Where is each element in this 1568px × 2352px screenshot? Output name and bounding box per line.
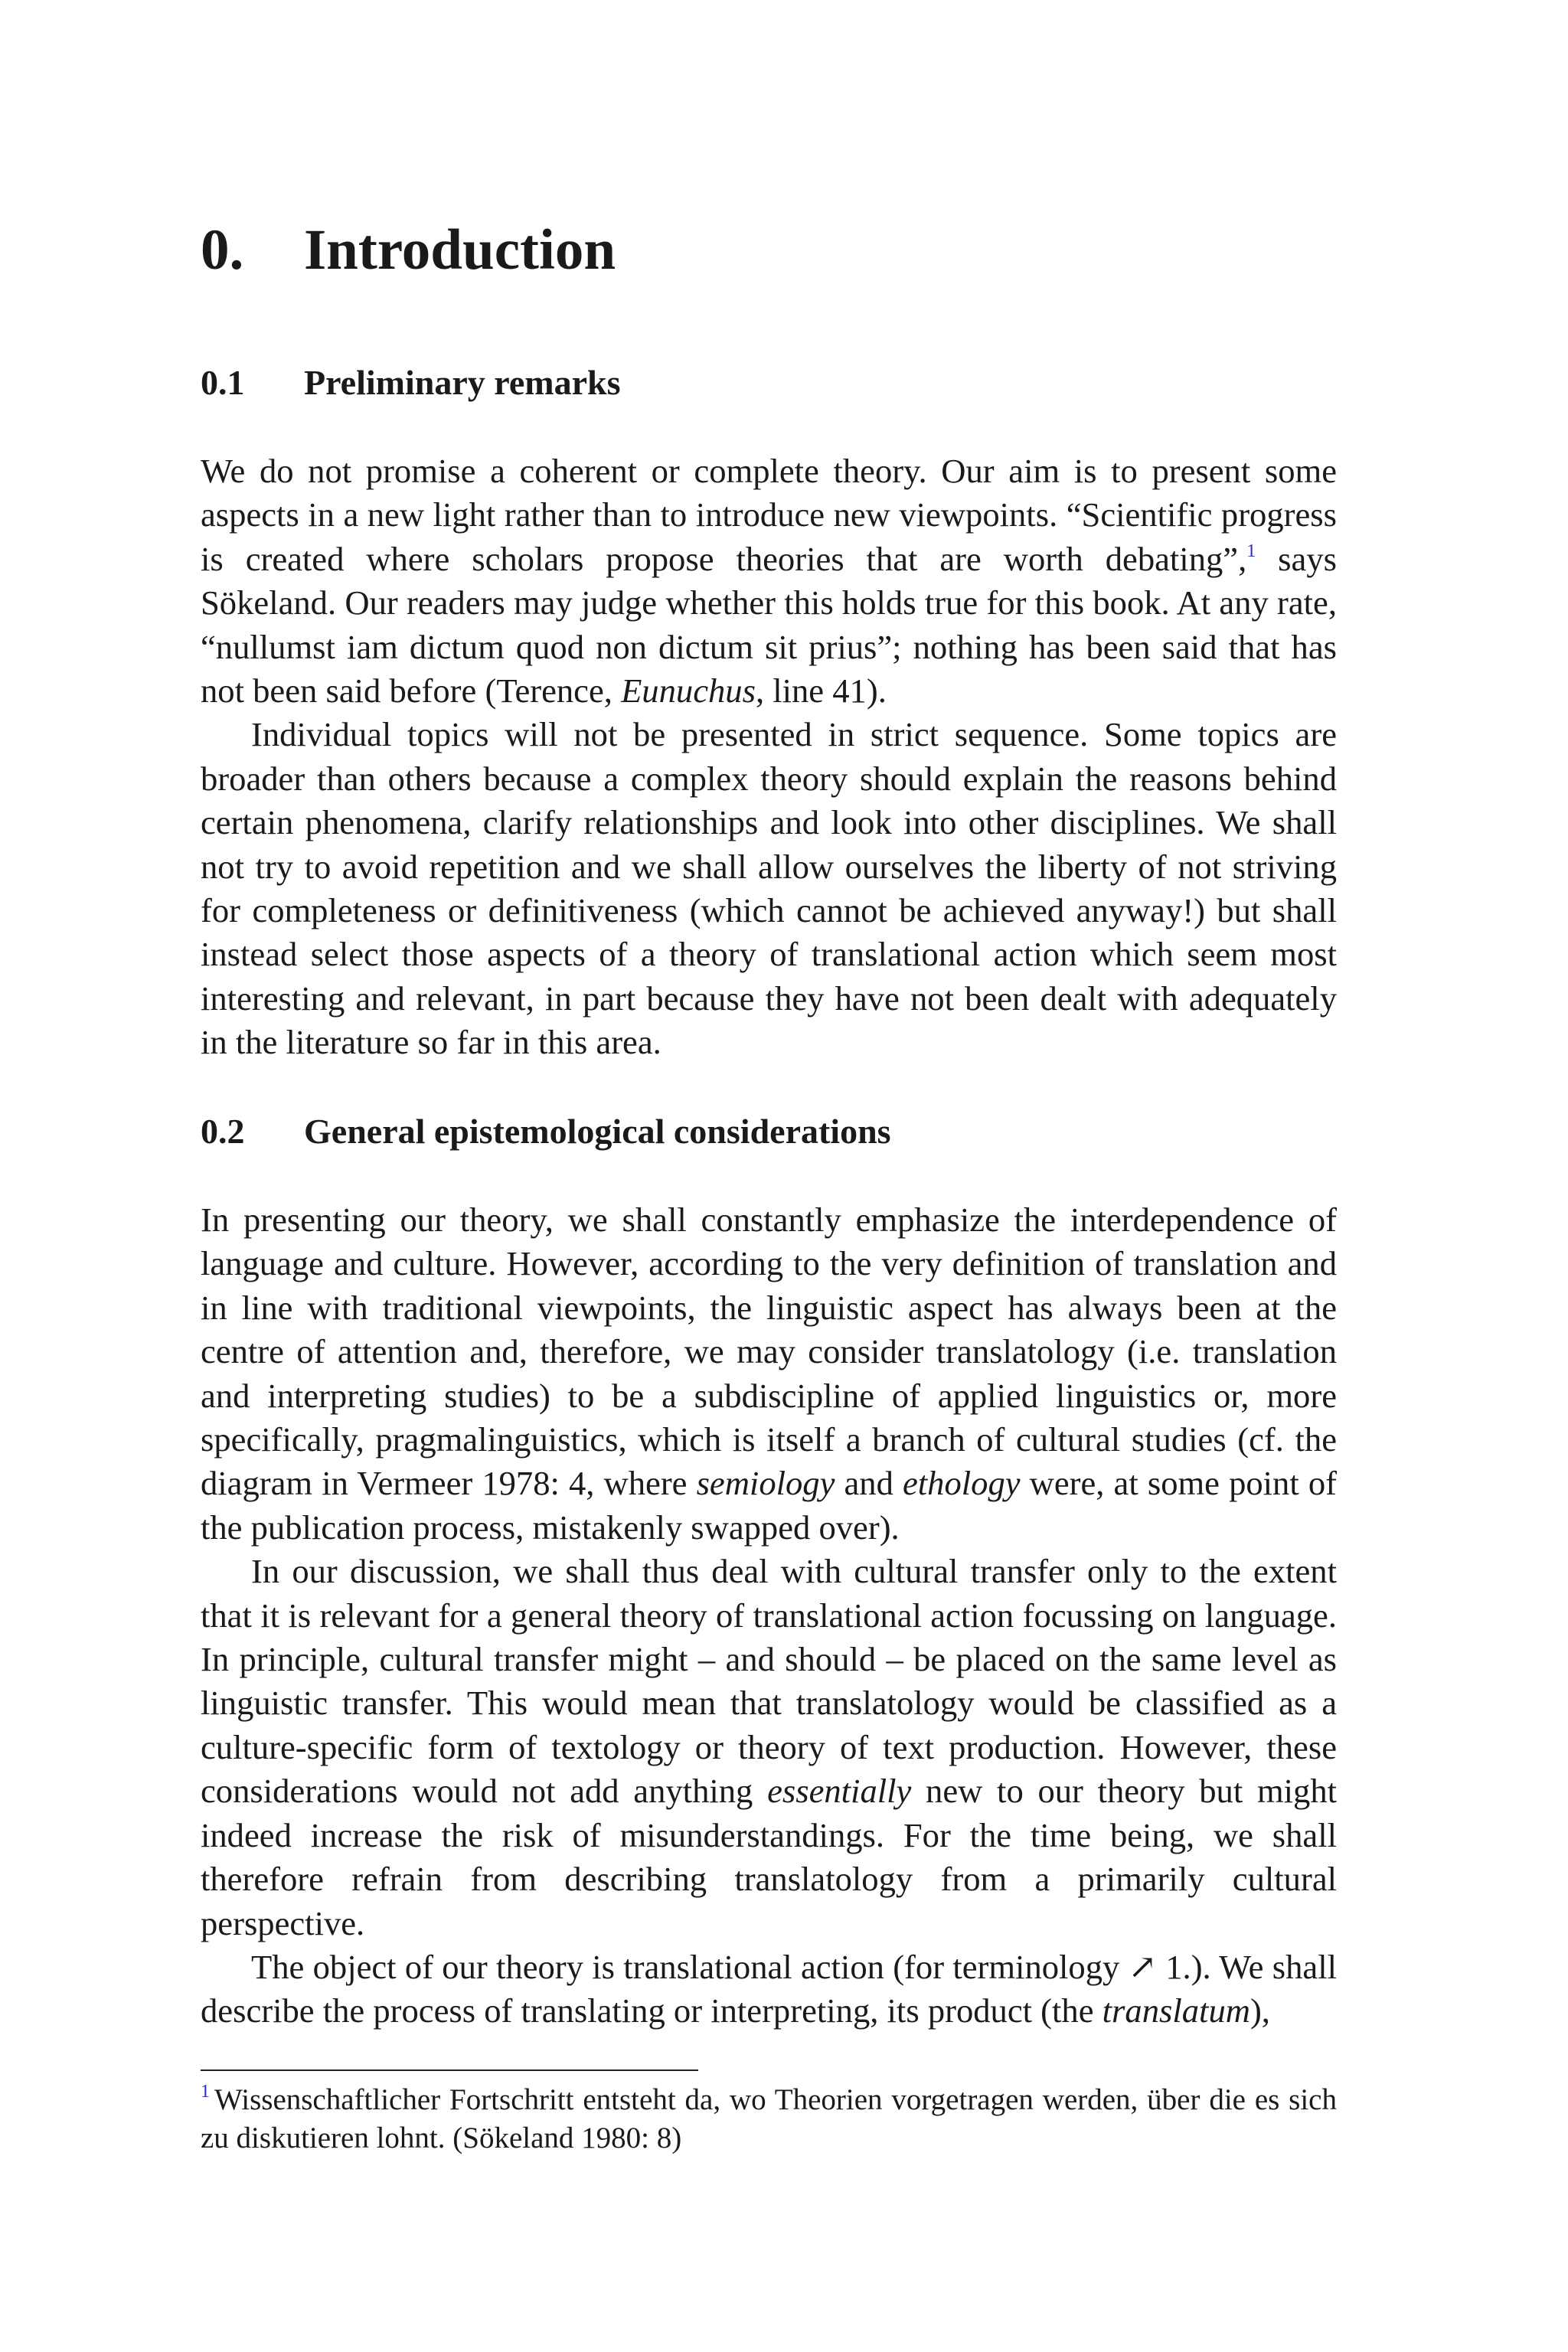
text-run: were, at some point of the publication process, mistakenly swapped over). (201, 1464, 1337, 1547)
section-title: Preliminary remarks (304, 363, 621, 402)
footnote-divider (201, 2069, 698, 2071)
text-run: ), (1250, 1991, 1270, 2030)
footnote (201, 2081, 1337, 2158)
text-run: We do not promise a coherent or complete theory. Our aim is to present some aspects in a new light rather than to introduce new viewpoints. “Scientific progress is created where scholars propose theories that are worth debating”, (201, 452, 1337, 578)
text-run: and (835, 1464, 903, 1503)
italic-term: essentially (767, 1772, 912, 1811)
text-run: In our discussion, we shall thus deal with cultural transfer only to the extent that it is relevant for a general theory of translational action focussing on language. In principle, cultural transfer might – and should – be placed on the same level as linguistic transfer. This would mean that translatology would be classified as a culture-specific form of textology or theory of text production. However, these considerations would not add anything (201, 1552, 1337, 1811)
chapter-heading (201, 216, 616, 285)
paragraph (201, 449, 1337, 713)
section-0-2-body (201, 1198, 1337, 2034)
italic-term: ethology (903, 1464, 1021, 1503)
italic-title: Eunuchus (621, 671, 756, 710)
section-number: 0.1 (201, 363, 245, 402)
paragraph: Individual topics will not be presented in strict sequence. Some topics are broader than others because a complex theory should explain the reasons behind certain phenomena, clarify relationships and look into other disciplines. We shall not try to avoid repetition and we shall allow ourselves the liberty of not striving for completeness or definitiveness (which cannot be achieved anyway!) but shall instead select those aspects of a theory of translational action which seem most interesting and relevant, in part because they have not been dealt with adequately in the literature so far in this area. (201, 715, 1337, 1062)
chapter-title: Introduction (304, 218, 616, 282)
section-title: General epistemological considerations (304, 1112, 891, 1151)
footnote-text: Wissenschaftlicher Fortschritt entsteht da, wo Theorien vorgetragen werden, über die es sich zu diskutieren lohnt. (Sökeland 1980: 8) (201, 2083, 1337, 2154)
text-run: says Sökeland. Our readers may judge whether this holds true for this book. At any rate, “nullumst iam dictum quod non dictum sit prius”; nothing has been said that has not been said before (Terence, (201, 539, 1337, 710)
paragraph (201, 1945, 1337, 2034)
footnote-reference[interactable]: 1 (1246, 541, 1256, 561)
italic-term: semiology (696, 1464, 835, 1503)
text-run: In presenting our theory, we shall constantly emphasize the interdependence of language and culture. However, according to the very definition of translation and in line with traditional viewpoints, the linguistic aspect has always been at the centre of attention and, therefore, we may consider translatology (i.e. translation and interpreting studies) to be a subdiscipline of applied linguistics or, more specifically, pragmalinguistics, which is itself a branch of cultural studies (cf. the diagram in Vermeer 1978: 4, where (201, 1200, 1337, 1503)
paragraph (201, 1550, 1337, 1945)
text-run: new to our theory but might indeed increase the risk of misunderstandings. For the time being, we shall therefore refrain from describing translatology from a primarily cultural perspective. (201, 1772, 1338, 1942)
paragraph (201, 1198, 1337, 1550)
section-heading-0-2 (201, 1110, 891, 1153)
italic-term: translatum (1102, 1991, 1250, 2030)
footnote-mark: 1 (201, 2082, 210, 2102)
section-heading-0-1 (201, 361, 620, 404)
text-run: , line 41). (755, 671, 887, 710)
chapter-number: 0. (201, 218, 244, 282)
text-run: The object of our theory is translational action (for terminology ↗ 1.). We shall describe the process of translating or interpreting, its product (the (201, 1947, 1337, 2030)
section-number: 0.2 (201, 1112, 245, 1151)
section-0-1-body (201, 449, 1337, 1065)
